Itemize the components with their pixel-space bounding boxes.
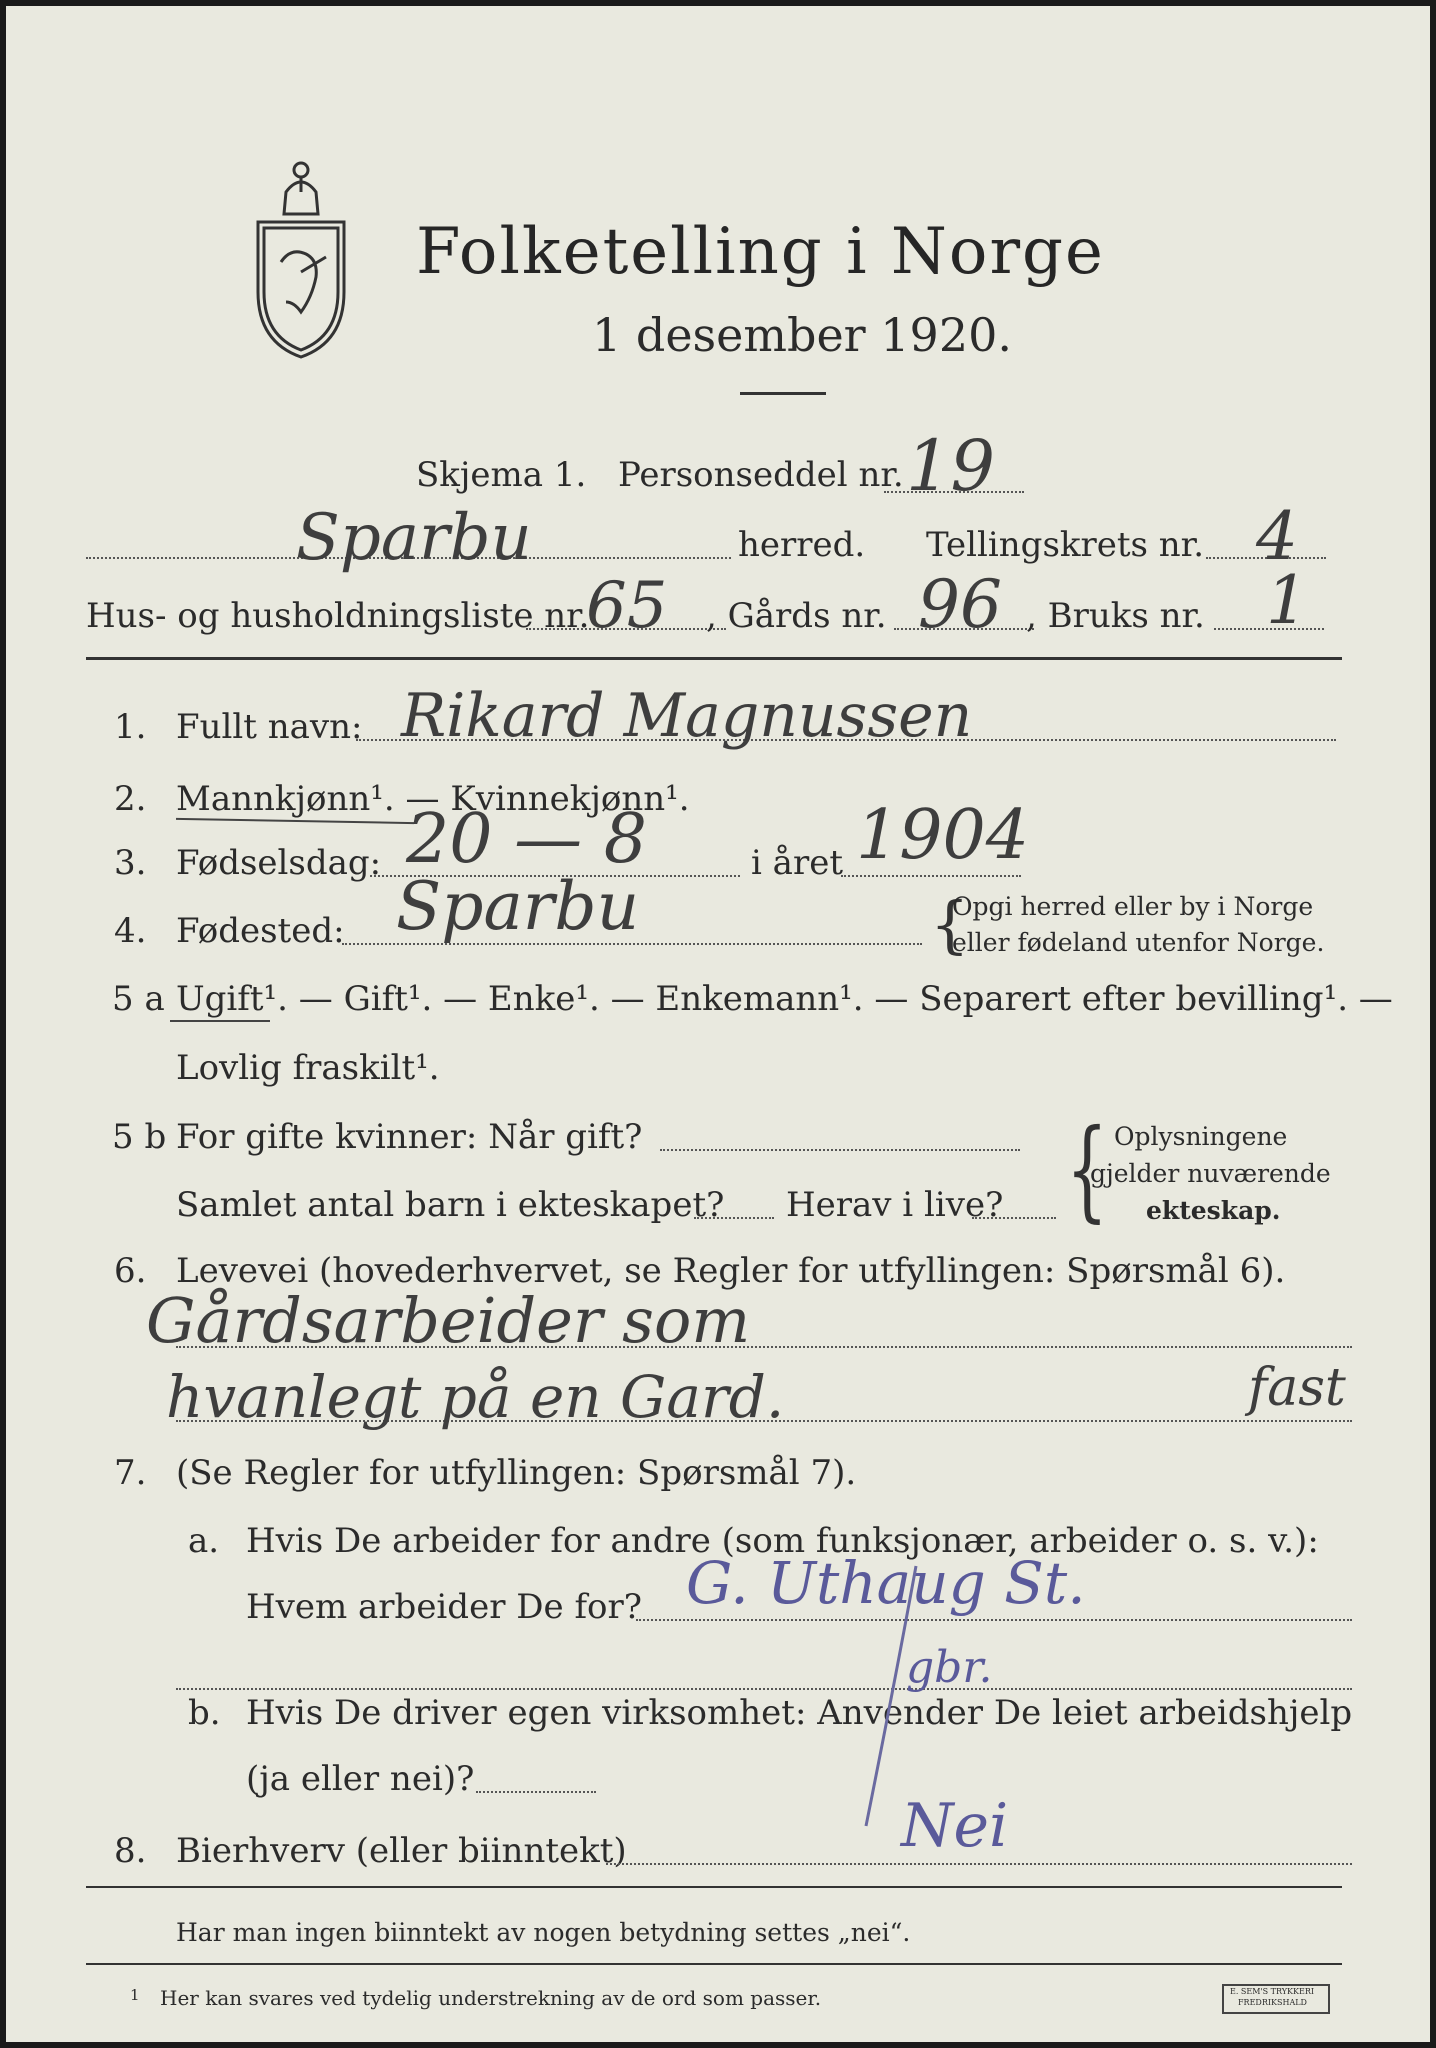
tellingskrets-value: 4 [1256,498,1298,575]
herred-value: Sparbu [296,501,532,575]
q7-label: (Se Regler for utfyllingen: Spørsmål 7). [176,1453,857,1493]
tellingskrets-label: Tellingskrets nr. [926,525,1205,565]
q6-value-line1: Gårdsarbeider som [146,1284,751,1357]
q4-label: Fødested: [176,911,345,951]
q3-number: 3. [114,843,147,883]
q5b-note1: Oplysningene [1114,1122,1288,1151]
q7a-line2: Hvem arbeider De for? [246,1587,642,1627]
gards-label: , Gårds nr. [706,596,887,636]
footer-note: Har man ingen biinntekt av nogen betydning settes „nei“. [176,1918,911,1947]
q5b-number: 5 b [112,1117,167,1157]
q8-field-line [606,1863,1352,1865]
q5b-note-brace: { [1066,1105,1108,1233]
hus-value: 65 [586,569,668,643]
footnote-divider [86,1963,1342,1965]
q3-year-label: i året [751,843,843,883]
q8-value: Nei [901,1791,1009,1861]
footnote-mark: 1 [130,1986,140,2004]
q3-value: 20 — 8 [406,800,648,879]
header-divider [86,657,1342,660]
q7b-line2: (ja eller nei)? [246,1759,475,1799]
norwegian-coat-of-arms-icon [246,152,356,362]
q5a-line1: Ugift¹. — Gift¹. — Enke¹. — Enkemann¹. — Separert efter bevilling¹. — [176,979,1393,1019]
hus-label: Hus- og husholdningsliste nr. [86,596,590,636]
personseddel-value: 19 [906,425,996,507]
q7a-line1: Hvis De arbeider for andre (som funksjonær, arbeider o. s. v.): [246,1521,1319,1561]
herred-label: herred. [738,525,866,565]
q5b-label3: Herav i live? [786,1185,1004,1225]
q4-note-line1: Opgi herred eller by i Norge [952,892,1314,921]
printer-stamp-line1: E. SEM'S TRYKKERI [1230,1987,1315,1996]
personseddel-label: Personseddel nr. [618,455,904,495]
q5b-note2: gjelder nuværende [1090,1159,1331,1188]
bruks-label: , Bruks nr. [1026,596,1205,636]
footer-divider [86,1886,1342,1888]
q3-year-value: 1904 [856,796,1030,875]
q6-value-line2: hvanlegt på en Gard. [166,1363,785,1431]
printer-stamp-line2: FREDRIKSHALD [1238,1998,1307,2007]
q6-number: 6. [114,1251,147,1291]
q7b-line1: Hvis De driver egen virksomhet: Anvender De leiet arbeidshjelp [246,1693,1353,1733]
skjema-label: Skjema 1. [416,455,587,495]
q1-number: 1. [114,707,147,747]
q1-value: Rikard Magnussen [401,681,973,751]
q7-number: 7. [114,1453,147,1493]
title-divider [740,392,826,395]
census-form-sheet [6,6,1430,2042]
q6-label: Levevei (hovederhvervet, se Regler for utfyllingen: Spørsmål 6). [176,1251,1286,1291]
q6-value-extra: fast [1248,1358,1346,1418]
q4-note-line2: eller fødeland utenfor Norge. [952,928,1325,957]
printer-stamp [1222,1984,1330,2014]
q7b-letter: b. [188,1693,221,1733]
q8-number: 8. [114,1831,147,1871]
q7a-field-line2 [176,1688,1352,1690]
census-date: 1 desember 1920. [592,308,1012,362]
bruks-value: 1 [1266,562,1308,639]
q7a-value2: gbr. [906,1642,993,1693]
gards-value: 96 [918,566,1002,643]
q1-label: Fullt navn: [176,707,363,747]
q4-value: Sparbu [396,868,640,945]
q5b-label1: For gifte kvinner: Når gift? [176,1117,643,1157]
q4-note-brace: { [930,888,970,961]
q5b-nar-gift-field-line [660,1149,1020,1151]
q3-year-field-line [841,875,1021,877]
q5b-live-field-line [972,1217,1056,1219]
q7a-value: G. Uthaug St. [686,1549,1086,1617]
q5b-label2: Samlet antal barn i ekteskapet? [176,1185,725,1225]
q5a-line2: Lovlig fraskilt¹. [176,1048,440,1088]
ugift-underline [170,1020,270,1022]
q7b-field-line [476,1791,596,1793]
q5a-number: 5 a [112,979,165,1019]
q4-number: 4. [114,911,147,951]
q8-label: Bierhverv (eller biinntekt) [176,1831,627,1871]
q5b-barn-field-line [694,1217,774,1219]
page-title: Folketelling i Norge [416,215,1105,289]
q2-label: Mannkjønn¹. — Kvinnekjønn¹. [176,779,690,819]
q5b-note3: ekteskap. [1146,1196,1281,1225]
q7a-letter: a. [188,1521,220,1561]
q7a-field-line [636,1619,1352,1621]
q3-label: Fødselsdag: [176,843,382,883]
footnote-text: Her kan svares ved tydelig understrekning av de ord som passer. [160,1986,822,2010]
q2-number: 2. [114,779,147,819]
